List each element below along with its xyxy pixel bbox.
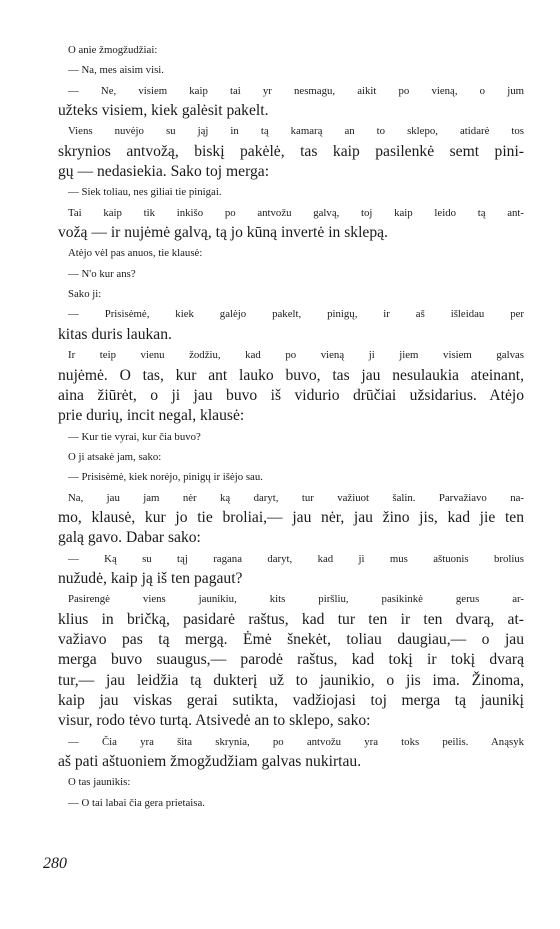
text-line: merga buvo suaugus,— parodė raštus, kad tokį ir tokį dvarą (58, 651, 524, 669)
text-line: vožą — ir nujėmė galvą, tą jo kūną invertė in sklepą. (58, 224, 388, 242)
text-line: — Čia yra šita skrynia, po antvožu yra toks peilis. Anąsyk (68, 735, 524, 748)
text-line: Sako ji: (68, 288, 102, 301)
text-line: Viens nuvėjo su jąj in tą kamarą an to sklepo, atidarė tos (68, 125, 524, 138)
text-line: Tai kaip tik inkišo po antvožu galvą, toj kaip leido tą ant- (68, 206, 524, 219)
text-line: — Prisisėmė, kiek norėjo, pinigų ir išėjo sau. (68, 471, 263, 484)
text-line: — N'o kur ans? (68, 267, 136, 280)
text-line: — Kur tie vyrai, kur čia buvo? (68, 430, 201, 443)
text-line: kitas duris laukan. (58, 325, 172, 343)
text-line: — Prisisėmė, kiek galėjo pakelt, pinigų, ir aš išleidau per (68, 308, 524, 321)
text-line: Pasirengė viens jaunikiu, kits piršliu, pasikinkė gerus ar- (68, 593, 524, 606)
text-line: nujėmė. O tas, kur ant lauko buvo, tas jau nesulaukia ateinant, (58, 366, 524, 384)
text-line: Ir teip vienu žodžiu, kad po vieną ji jiem visiem galvas (68, 349, 524, 362)
text-line: — O tai labai čia gera prietaisa. (68, 796, 205, 809)
text-line: Atėjo vėl pas anuos, tie klausė: (68, 247, 203, 260)
text-line: — Ką su tąj ragana daryt, kad ji mus aštuonis brolius (68, 552, 524, 565)
text-line: O ji atsakė jam, sako: (68, 450, 162, 463)
text-line: — Siek toliau, nes giliai tie pinigai. (68, 186, 222, 199)
text-line: nužudė, kaip ją iš ten pagaut? (58, 569, 243, 587)
body-text (58, 40, 524, 813)
text-line: kaip jau viskas gerai sutikta, vadžiojasi toj merga tą jaunikį (58, 692, 524, 709)
text-line: skrynios antvožą, biskį pakėlė, tas kaip pasilenkė semt pini- (58, 142, 524, 160)
text-line: — Ne, visiem kaip tai yr nesmagu, aikit po vieną, o jum (68, 84, 524, 97)
text-line: mo, klausė, kur jo tie broliai,— jau nėr, jau žino jis, kad jie ten (58, 508, 524, 526)
text-line: tur,— jau leidžia tą dukterį už to jaunikio, o jis ima. Žinoma, (58, 671, 524, 689)
text-line: O anie žmogžudžiai: (68, 44, 158, 56)
text-line: O tas jaunikis: (68, 776, 131, 789)
text-line: prie durių, incit negal, klausė: (58, 407, 245, 425)
text-line: — Na, mes aisim visi. (68, 64, 164, 77)
page-number: 280 (43, 855, 67, 872)
text-line: aina žiūrėt, o ji jau buvo iš vidurio drūčiai užsidarius. Atėjo (58, 386, 524, 404)
text-line: galą gavo. Dabar sako: (58, 529, 201, 547)
text-line: aš pati aštuoniem žmogžudžiam galvas nukirtau. (58, 753, 362, 771)
text-line: gų — nedasiekia. Sako toj merga: (58, 163, 270, 181)
text-line: Na, jau jam nėr ką daryt, tur važiuot šalin. Parvažiavo na- (68, 491, 524, 504)
text-line: klius in bričką, pasidarė raštus, kad tur ten ir ten dvarą, at- (58, 610, 524, 628)
text-line: visur, rodo tėvo turtą. Atsivedė an to sklepo, sako: (58, 712, 371, 730)
text-line: užteks visiem, kiek galėsit pakelt. (58, 102, 269, 120)
text-line: važiavo pas tą mergą. Ėmė šnekėt, toliau daugiau,— o jau (58, 630, 524, 648)
